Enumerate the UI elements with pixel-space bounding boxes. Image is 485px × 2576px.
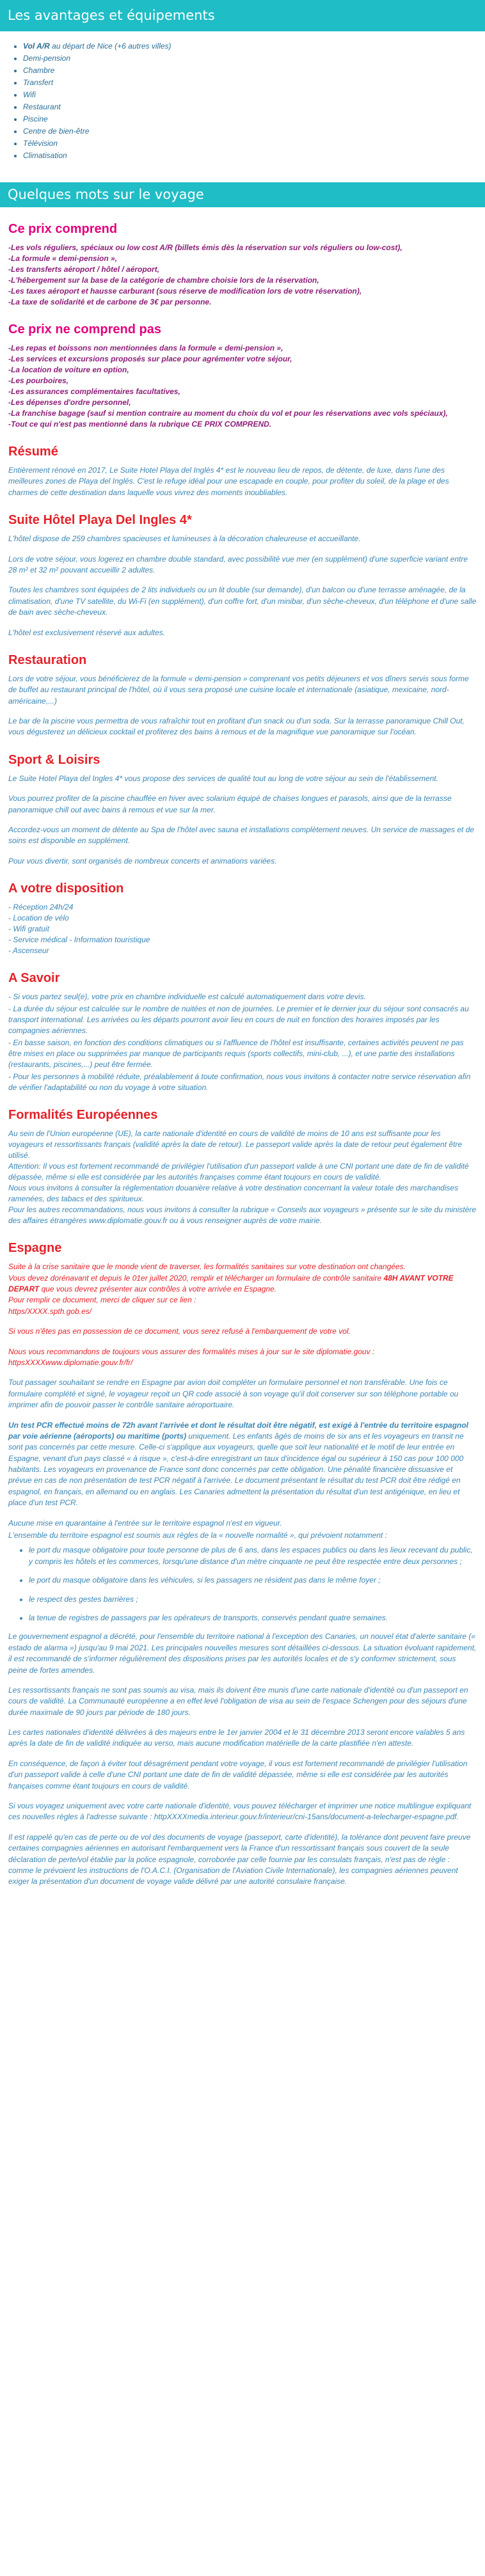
sport-paragraph: Pour vous divertir, sont organisés de nombreux concerts et animations variées. xyxy=(8,856,277,865)
hotel-paragraph: L'hôtel est exclusivement réservé aux adultes. xyxy=(8,628,166,637)
trip-header xyxy=(0,182,485,207)
included-title: Ce prix comprend xyxy=(8,222,118,236)
espagne-rule-item: • la tenue de registres de passagers par les opérateurs de transports, conservés pendant quatre semaines. xyxy=(29,1613,477,1624)
espagne-notice: Pour remplir ce document, merci de cliquer sur ce lien : xyxy=(8,1295,196,1305)
disposition-item: - Réception 24h/24 xyxy=(8,903,74,912)
advantage-item-text: Chambre xyxy=(23,66,55,75)
savoir-title: A Savoir xyxy=(8,971,60,986)
included-list xyxy=(8,242,477,308)
advantage-item xyxy=(23,113,485,125)
advantage-item-bold: Vol A/R xyxy=(23,42,50,51)
espagne-notice-part: Vous devez dorénavant et depuis le 01er juillet 2020, remplir et télécharger un formulaire de contrôle sanitaire xyxy=(8,1273,384,1283)
advantage-item-text: Centre de bien-être xyxy=(23,127,90,136)
espagne-paragraph: Tout passager souhaitant se rendre en Espagne par avion doit compléter un formulaire personnel et non transférable. Une fois ce formulaire complété et signé, le voyageur reçoit un QR code associé à son voyage qu'il doit conserver sur son téléphone portable ou imprimer afin de pouvoir passer le contrôle sanitaire aéroportuaire. xyxy=(8,1378,459,1410)
advantage-item xyxy=(23,89,485,101)
espagne-notice: Suite à la crise sanitaire que le monde vient de traverser, les formalités sanitaires sur votre destination ont changées. xyxy=(8,1262,406,1272)
advantage-item-text: au départ de Nice (+6 autres villes) xyxy=(49,42,171,51)
advantage-item-text: Télévision xyxy=(23,139,58,148)
espagne-diplomatie-link[interactable]: httpsXXXXwww.diplomatie.gouv.fr/fr/ xyxy=(8,1357,133,1367)
included-item: -Les vols réguliers, spéciaux ou low cost A/R (billets émis dès la réservation sur vols réguliers ou low-cost), xyxy=(8,243,402,252)
disposition-item: - Wifi gratuit xyxy=(8,924,49,934)
advantage-item xyxy=(23,40,485,52)
disposition-item: - Ascenseur xyxy=(8,946,49,956)
advantage-item xyxy=(23,125,485,138)
espagne-rule-item: • le port du masque obligatoire dans les véhicules, si les passagers ne résident pas dans le même foyer ; xyxy=(29,1575,477,1586)
trip-content xyxy=(0,220,485,1888)
restauration-paragraph: Le bar de la piscine vous permettra de vous rafraîchir tout en profitant d'un snack ou d'un soda. Sur la terrasse panoramique Chill Out, vous dégusterez un délicieux cocktail et profiterez des bains à remous et de la magnifique vue panoramique sur l'océan. xyxy=(8,716,465,737)
espagne-notice-part: que vous devrez présenter aux contrôles à votre arrivée en Espagne. xyxy=(39,1284,277,1293)
excluded-item: -Les services et excursions proposés sur place pour agrémenter votre séjour, xyxy=(8,354,292,363)
disposition-title: A votre disposition xyxy=(8,881,124,896)
espagne-notice-deadline: 48H AVANT VOTRE DEPART xyxy=(8,1273,454,1293)
excluded-item: -Les pourboires, xyxy=(8,376,69,385)
included-item: -La formule « demi-pension », xyxy=(8,254,118,263)
espagne-notice xyxy=(8,1273,477,1295)
excluded-item: -Les dépenses d'ordre personnel, xyxy=(8,398,131,407)
sport-paragraph: Vous pourrez profiter de la piscine chauffée en hiver avec solarium équipé de chaises longues et parasols, ainsi que de la terrasse panoramique chill out avec bains à remous et vue sur la mer. xyxy=(8,794,452,814)
espagne-paragraph: L'ensemble du territoire espagnol est soumis aux règles de la « nouvelle normalité », qui prévoient notamment : xyxy=(8,1531,387,1540)
advantage-item-text: Climatisation xyxy=(23,151,67,160)
excluded-item: -Les assurances complémentaires facultatives, xyxy=(8,387,180,396)
espagne-rules-list xyxy=(8,1545,477,1624)
advantage-item xyxy=(23,52,485,65)
excluded-list xyxy=(8,343,477,430)
formalites-item: Nous vous invitons à consulter la réglementation douanière relative à votre destination concernant la valeur totale des marchandises ramenées, des tabacs et des spiritueux. xyxy=(8,1183,459,1204)
advantage-item xyxy=(23,138,485,150)
espagne-title: Espagne xyxy=(8,1241,62,1256)
espagne-paragraph: Les ressortissants français ne sont pas soumis au visa, mais ils doivent être munis d'une carte nationale d'identité ou d'un passeport en cours de validité. La Communauté européenne a en effet levé l'obligation de visa au sein de l'espace Schengen pour des séjours d'une durée maximale de 90 jours par période de 180 jours. xyxy=(8,1685,468,1717)
restauration-title: Restauration xyxy=(8,652,87,667)
espagne-paragraph: Les cartes nationales d'identité délivrées à des majeurs entre le 1er janvier 2004 et le 31 décembre 2013 seront encore valables 5 ans après la date de fin de validité indiquée au verso, mais aucune modification matérielle de la carte plastifiée n'en atteste. xyxy=(8,1728,465,1748)
excluded-item: -Les repas et boissons non mentionnées dans la formule « demi-pension », xyxy=(8,344,283,352)
excluded-item: -Tout ce qui n'est pas mentionné dans la rubrique CE PRIX COMPREND. xyxy=(8,420,272,429)
formalites-item: Pour les autres recommandations, nous vous invitons à consulter la rubrique « Conseils aux voyageurs » présente sur le site du ministère des affaires étrangères www.diplomatie.gouv.fr ou à vous renseigner auprès de votre mairie. xyxy=(8,1205,477,1226)
savoir-item: - En basse saison, en fonction des conditions climatiques ou si l'affluence de l'hôtel est insuffisante, certaines activités peuvent ne pas être mises en place ou supprimées par manque de participants requis (sports collectifs, mini-club, ...), et une partie des installations (restaurants, piscines,...) peut être fermée. xyxy=(8,1038,464,1070)
espagne-paragraph: Si vous voyagez uniquement avec votre carte nationale d'identité, vous pouvez télécharger et imprimer une notice multilingue expliquant ces nouvelles règles à l'adresse suivante : httpXXXXmedia.interieur.gouv.fr/interieur/cni-15ans/document-a-telecharger-espagne.pdf. xyxy=(8,1801,472,1822)
formalites-item: Attention: Il vous est fortement recommandé de privilégier l'utilisation d'un passeport valide à une CNI portant une date de fin de validité dépassée, même si elle est considérée par les autorités françaises comme étant toujours en cours de validité. xyxy=(8,1162,469,1182)
hotel-title: Suite Hôtel Playa Del Ingles 4* xyxy=(8,513,192,528)
included-item: -La taxe de solidarité et de carbone de 3€ par personne. xyxy=(8,297,212,306)
advantages-title: Les avantages et équipements xyxy=(8,8,215,24)
espagne-paragraph: En conséquence, de façon à éviter tout désagrément pendant votre voyage, il vous est fortement recommandé de privilégier l'utilisation d'un passeport valide à celle d'une CNI portant une date de fin de validité dépassée, même si elle est considérée par les autorités françaises comme étant toujours en cours de validité. xyxy=(8,1758,468,1790)
advantages-list xyxy=(0,40,485,162)
sport-paragraph: Accordez-vous un moment de détente au Spa de l'hôtel avec sauna et installations complètement neuves. Un service de massages et de soins est disponible en supplément. xyxy=(8,825,475,846)
advantages-header xyxy=(0,0,485,31)
advantage-item xyxy=(23,77,485,89)
savoir-list xyxy=(8,992,477,1093)
formalites-item: Au sein de l'Union européenne (UE), la carte nationale d'identité en cours de validité de moins de 10 ans est suffisante pour les voyageurs et ressortissants français (validité après la date de retour). Le passeport valide après la date de retour peut également être utilisé. xyxy=(8,1129,463,1160)
disposition-item: - Service médical - Information touristique xyxy=(8,935,150,945)
excluded-title: Ce prix ne comprend pas xyxy=(8,322,161,336)
disposition-item: - Location de vélo xyxy=(8,913,69,923)
formalites-list xyxy=(8,1128,477,1226)
espagne-pcr-rest: uniquement. Les enfants âgés de moins de six ans et les voyageurs en transit ne sont pas concernés par cette mesure. Celle-ci s'applique aux voyageurs, quelle que soit leur nationalité et le motif de leur entrée en Espagne, venant d'un pays classé « à risque », c'est-à-dire enregistrant un taux d'incidence égal ou supérieur à 150 cas pour 100 000 habitants. Les voyageurs en provenance de France sont donc concernés par cette obligation. Une pénalité financière dissuasive et prévue en cas de non présentation de test PCR négatif à l'arrivée. Le document présentant le résultat du test PCR doit être rédigé en espagnol, en français, en allemand ou en anglais. Les Canaries admettent la présentation du résultat d'un test antigénique, en lieu et place d'un test PCR. xyxy=(8,1431,464,1508)
savoir-item: - Si vous partez seul(e), votre prix en chambre individuelle est calculé automatiquement dans votre devis. xyxy=(8,992,366,1002)
espagne-notice: Si vous n'êtes pas en possession de ce document, vous serez refusé à l'embarquement de votre vol. xyxy=(8,1327,351,1336)
sport-paragraph: Le Suite Hotel Playa del Ingles 4* vous propose des services de qualité tout au long de votre séjour au sein de l'établissement. xyxy=(8,773,439,783)
espagne-notice: Nous vous recommandons de toujours vous assurer des formalités mises à jour sur le site diplomatie.gouv : xyxy=(8,1347,375,1356)
advantage-item xyxy=(23,65,485,77)
espagne-paragraph: Le gouvernement espagnol a décrété, pour l'ensemble du territoire national à l'exception des Canaries, un nouvel état d'alerte sanitaire (« estado de alarma ») jusqu'au 9 mai 2021. Les principales nouvelles mesures sont détaillées ci-dessous. La situation évoluant rapidement, il est recommandé de s'informer régulièrement des dispositions prises par les autorités locales et de s'y conformer strictement, sous peine de fortes amendes. xyxy=(8,1632,477,1675)
excluded-item: -La location de voiture en option, xyxy=(8,365,129,374)
disposition-list xyxy=(8,902,477,956)
included-item: -Les taxes aéroport et hausse carburant (sous réserve de modification lors de votre réservation), xyxy=(8,287,362,296)
advantage-item-text: Piscine xyxy=(23,115,48,123)
espagne-form-link[interactable]: https/XXXX.spth.gob.es/ xyxy=(8,1306,92,1316)
hotel-paragraph: Toutes les chambres sont équipées de 2 lits individuels ou un lit double (sur demande), d'un balcon ou d'une terrasse aménagée, de la climatisation, d'une TV satellite, du Wi-Fi (en supplément), d'un coffre fort, d'un minibar, d'un sèche-cheveux, d'un téléphone et d'une salle de bain avec sèche-cheveux. xyxy=(8,585,477,617)
trip-title: Quelques mots sur le voyage xyxy=(8,187,204,203)
restauration-paragraph: Lors de votre séjour, vous bénéficierez de la formule « demi-pension » comprenant vos petits déjeuners et vos dîners servis sous forme de buffet au restaurant principal de l'hôtel, où il vous sera proposé une cuisine locale et internationale (asiatique, mexicaine, nord-américaine,...) xyxy=(8,674,469,706)
included-item: -L'hébergement sur la base de la catégorie de chambre choisie lors de la réservation, xyxy=(8,276,319,285)
advantage-item-text: Transfert xyxy=(23,78,54,87)
sport-title: Sport & Loisirs xyxy=(8,752,100,767)
advantage-item-text: Restaurant xyxy=(23,102,61,111)
hotel-paragraph: L'hôtel dispose de 259 chambres spacieuses et lumineuses à la décoration chaleureuse et accueillante. xyxy=(8,534,361,544)
formalites-title: Formalités Européennes xyxy=(8,1108,158,1123)
espagne-paragraph: Il est rappelé qu'en cas de perte ou de vol des documents de voyage (passeport, carte d'identité), la tolérance dont peuvent faire preuve certaines compagnies aériennes en autorisant l'embarquement vers la France d'un ressortissant français sous couvert de la seule déclaration de perte/vol établie par la police espagnole, corroborée par celle fournie par les consulats français, n'est pas de règle : comme le prévoient les instructions de l'O.A.C.I. (Organisation de l'Aviation Civile Internationale), les compagnies aériennes peuvent exiger la présentation d'un document de voyage valide délivré par une autorité consulaire française. xyxy=(8,1832,471,1886)
espagne-paragraph: Aucune mise en quarantaine à l'entrée sur le territoire espagnol n'est en vigueur. xyxy=(8,1518,282,1528)
hotel-paragraph: Lors de votre séjour, vous logerez en chambre double standard, avec possibilité vue mer (en supplément) d'une superficie variant entre 28 m² et 32 m² pouvant accueillir 2 adultes. xyxy=(8,554,468,574)
resume-title: Résumé xyxy=(8,445,58,459)
savoir-item: - Pour les personnes à mobilité réduite, préalablement à toute confirmation, nous vous invitons à contacter notre service réservation afin de vérifier l'adaptabilité ou non du voyage à votre situation. xyxy=(8,1072,471,1093)
espagne-pcr-bold: Un test PCR effectué moins de 72h avant l'arrivée et dont le résultat doit être négatif, est exigé à l'entrée du territoire espagnol par voie aérienne (aéroports) ou maritime (ports) xyxy=(8,1420,469,1441)
espagne-paragraph xyxy=(8,1420,477,1509)
excluded-item: -La franchise bagage (sauf si mention contraire au moment du choix du vol et pour les réservations avec vols spéciaux), xyxy=(8,409,448,418)
included-item: -Les transferts aéroport / hôtel / aéroport, xyxy=(8,265,160,274)
resume-text: Entièrement rénové en 2017, Le Suite Hotel Playa del Inglés 4* est le nouveau lieu de repos, de détente, de luxe, dans l'une des meilleures zones de Playa del Inglés. C'est le refuge idéal pour une escapade en couple, pour profiter du soleil, de la plage et des charmes de cette destination dans laquelle vous vivrez des moments inoubliables. xyxy=(8,466,449,497)
advantage-item-text: Wifi xyxy=(23,90,36,99)
advantage-item xyxy=(23,101,485,113)
espagne-rule-item: • le port du masque obligatoire pour toute personne de plus de 6 ans, dans les espaces publics ou dans les lieux recevant du public, y compris les hôtels et les commerces, lorsqu'une distance d'un mètre cinquante ne peut être respectée entre deux personnes ; xyxy=(29,1545,477,1567)
espagne-rule-item: • le respect des gestes barrières ; xyxy=(29,1594,477,1605)
savoir-item: - La durée du séjour est calculée sur le nombre de nuitées et non de journées. Le premier et le dernier jour du séjour sont consacrés au transport international. Les arrivées ou les départs pourront avoir lieu en cours de nuit en fonction des horaires imposés par les compagnies aériennes. xyxy=(8,1004,469,1036)
advantage-item-text: Demi-pension xyxy=(23,54,71,63)
advantage-item xyxy=(23,150,485,162)
